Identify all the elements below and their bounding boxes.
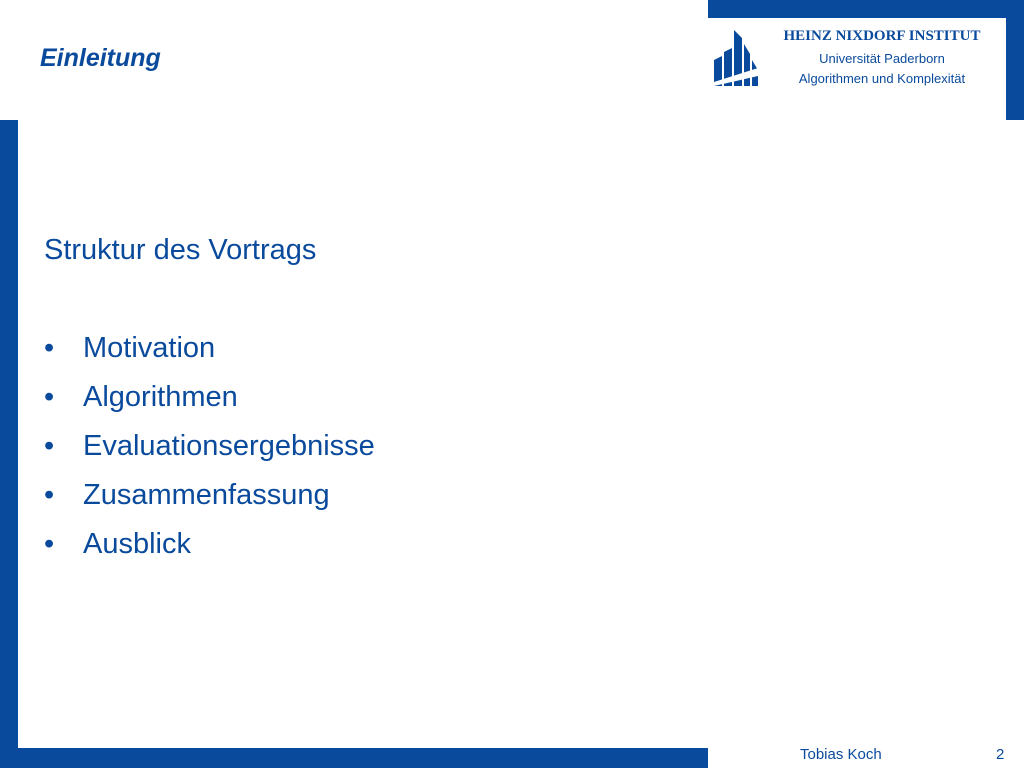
university-name: Universität Paderborn <box>819 51 945 66</box>
hni-logo-icon <box>714 30 758 86</box>
bullet-text: Algorithmen <box>83 381 238 413</box>
bullet-glyph: • <box>44 332 55 364</box>
bullet-text: Zusammenfassung <box>83 479 330 511</box>
institute-logo-block <box>712 20 1004 100</box>
content-heading: Struktur des Vortrags <box>44 234 317 266</box>
page-number: 2 <box>996 746 1005 763</box>
bullet-item <box>44 430 375 479</box>
bullet-text: Motivation <box>83 332 216 364</box>
bullet-glyph: • <box>44 430 55 462</box>
frame-right-bar <box>1006 0 1024 120</box>
bullet-glyph: • <box>44 528 55 560</box>
bullet-item <box>44 479 375 528</box>
bullet-item <box>44 528 375 577</box>
frame-bottom-bar <box>0 748 708 768</box>
bullet-item <box>44 332 375 381</box>
bullet-text: Evaluationsergebnisse <box>83 430 375 462</box>
department-name: Algorithmen und Komplexität <box>798 71 966 86</box>
frame-top-bar <box>708 0 1024 18</box>
footer-author: Tobias Koch <box>800 746 882 763</box>
bullet-text: Ausblick <box>83 528 191 560</box>
bullet-glyph: • <box>44 479 55 511</box>
slide-title: Einleitung <box>40 44 161 72</box>
bullet-list <box>44 332 375 577</box>
bullet-glyph: • <box>44 381 55 413</box>
bullet-item <box>44 381 375 430</box>
frame-left-bar <box>0 120 18 768</box>
institute-name: HEINZ NIXDORF INSTITUT <box>783 28 981 44</box>
